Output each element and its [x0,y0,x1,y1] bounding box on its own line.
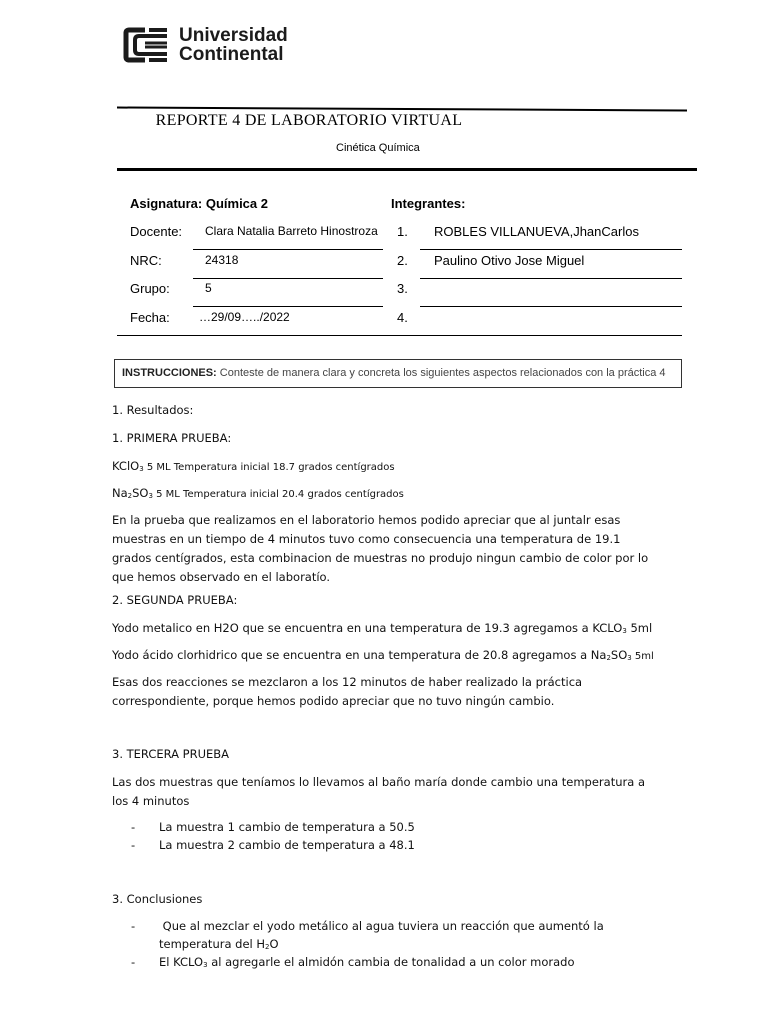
prueba1-paragraph: En la prueba que realizamos en el laboratorio hemos podido apreciar que al juntalr esas muestras en un tiempo de 4 minutos tuvo como consecuencia una temperatura de 19.1 grados centígrados, esta combinacion de muestras no produjo ningun cambio de color por lo que hemos observado en el laboratío. [112,513,649,584]
section-results: 1. Resultados: [112,403,194,417]
grupo-label: Grupo: [130,281,170,296]
report-subtitle: Cinética Química [336,142,420,154]
logo-text [179,26,288,64]
logo-line-1: Universidad [179,25,288,46]
list-item: - La muestra 1 cambio de temperatura a 50.5 [131,820,415,834]
list-item: - Que al mezclar el yodo metálico al agua tuviera un reacción que aumentó la [131,919,604,933]
nrc-label: NRC: [130,253,162,268]
instructions-label: INSTRUCCIONES: [122,367,217,379]
prueba1-title: 1. PRIMERA PRUEBA: [112,431,232,445]
docente-line [193,249,383,250]
member-line [420,306,682,307]
fecha-label: Fecha: [130,310,170,325]
instructions-text: Conteste de manera clara y concreta los siguientes aspectos relacionados con la práctica 4 [216,367,666,379]
integrantes-label: Integrantes: [391,196,466,211]
member-line [420,278,682,279]
member-number: 4. [397,310,408,325]
instructions-box [114,359,682,388]
prueba2-line2: Yodo ácido clorhidrico que se encuentra en una temperatura de 20.8 agregamos a $Na_2SO_3$ 5ml [112,648,654,662]
member-number: 3. [397,281,408,296]
prueba2-line1: Yodo metalico en H2O que se encuentra en una temperatura de 19.3 agregamos a $KCLO_3$ 5ml [112,621,653,635]
fecha-value: …29/09…../2022 [199,310,290,324]
prueba1-line1: KClO$_3$ 5 ML Temperatura inicial 18.7 grados centígrados [112,459,395,473]
list-item: - La muestra 2 cambio de temperatura a 48.1 [131,838,415,852]
docente-value: Clara Natalia Barreto Hinostroza [205,224,378,238]
member-name: ROBLES VILLANUEVA,JhanCarlos [434,224,639,239]
nrc-value: 24318 [205,253,239,267]
grupo-value: 5 [205,281,212,295]
report-title: REPORTE 4 DE LABORATORIO VIRTUAL [155,112,463,129]
prueba2-title: 2. SEGUNDA PRUEBA: [112,593,238,607]
form-bottom-line [117,335,682,336]
title-bottom-rule [117,168,697,171]
logo-line-2: Continental [179,44,284,65]
asignatura-label: Asignatura: Química 2 [130,196,268,211]
member-number: 1. [397,224,408,239]
prueba1-line2: $Na_2SO_3$ 5 ML Temperatura inicial 20.4 grados centígrados [112,486,404,500]
grupo-line [193,306,383,307]
prueba2-paragraph: Esas dos reacciones se mezclaron a los 12 minutos de haber realizado la práctica correspondiente, porque hemos podido apreciar que no tuvo ningún cambio. [112,675,583,708]
prueba3-title: 3. TERCERA PRUEBA [112,747,230,761]
member-number: 2. [397,253,408,268]
list-item: - El $KCLO_3$ al agregarle el almidón cambia de tonalidad a un color morado [131,955,575,969]
member-line [420,249,682,250]
docente-label: Docente: [130,224,183,239]
prueba3-paragraph: Las dos muestras que teníamos lo llevamos al baño maría donde cambio una temperatura a los 4 minutos [112,775,645,808]
university-logo-icon [123,27,169,63]
title-top-rule [117,107,687,112]
member-name: Paulino Otivo Jose Miguel [434,253,585,268]
nrc-line [193,278,383,279]
list-item-continuation: temperatura del $H_2O$ [159,937,279,951]
conclusiones-title: 3. Conclusiones [112,892,203,906]
